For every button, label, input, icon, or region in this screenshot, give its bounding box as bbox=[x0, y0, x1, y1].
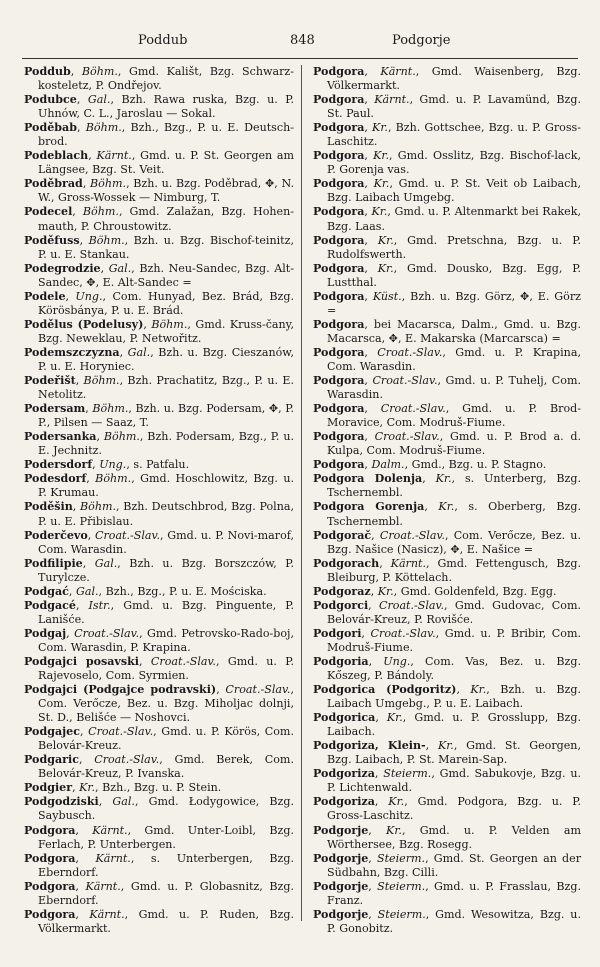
entry-headword: Podgora bbox=[313, 149, 365, 163]
entry-headword: Podgorach bbox=[313, 556, 380, 570]
entry-headword: Podgora bbox=[24, 823, 76, 837]
entry-details: Bzh. u. Bzg. Borszczów, P. Turylcze. bbox=[38, 556, 294, 584]
entry-headword: Podgać bbox=[24, 584, 69, 598]
gazetteer-entry: Podgaric, Croat.-Slav., Gmd. Berek, Com. Belovár-Kreuz, P. Ivanska. bbox=[24, 753, 294, 781]
gazetteer-entry: Podgoraz, Kr., Gmd. Goldenfeld, Bzg. Egg. bbox=[313, 584, 557, 598]
gazetteer-entry: Podgora, Kärnt., Gmd. u. P. Globasnitz, Bzg. Eberndorf. bbox=[24, 879, 294, 907]
gazetteer-entry: Podersdorf, Ung., s. Patfalu. bbox=[24, 458, 190, 472]
entry-region: Kärnt. bbox=[92, 823, 128, 837]
entry-details: Gmd. u. P. Ruden, Bzg. Völkermarkt. bbox=[38, 907, 294, 935]
entry-details: s. Unterbergen, Bzg. Eberndorf. bbox=[38, 851, 295, 879]
entry-headword: Podele bbox=[24, 289, 66, 303]
entry-region: Gal. bbox=[75, 584, 99, 598]
entry-details: Bzh., Bzg., P. u. E. Deutsch-brod. bbox=[38, 121, 294, 149]
entry-headword: Podgora bbox=[313, 65, 365, 78]
entry-headword: Podgorje bbox=[313, 851, 369, 865]
entry-region: Gal. bbox=[94, 556, 118, 570]
entry-headword: Podeblach bbox=[24, 149, 89, 163]
gazetteer-entry: Podělus (Podelusy), Böhm., Gmd. Kruss-čany, Bzg. Neweklau, P. Netwořitz. bbox=[24, 317, 294, 345]
entry-region: Kärnt. bbox=[95, 851, 131, 865]
entry-region: Croat.-Slav. bbox=[94, 753, 160, 767]
gazetteer-entry: Podgoriza, Klein-, Kr., Gmd. St. Georgen, Bzg. Laibach, P. St. Marein-Sap. bbox=[313, 739, 581, 767]
entry-region: Böhm. bbox=[88, 233, 125, 247]
entry-region: Gal. bbox=[112, 795, 135, 809]
entry-headword: Podgora bbox=[313, 289, 365, 303]
entry-headword: Podecel bbox=[24, 205, 73, 219]
entry-details: Bzh., Bzg., P. u. E. Mościska. bbox=[105, 584, 267, 598]
entry-headword: Podgora bbox=[313, 430, 365, 444]
gazetteer-entry: Podgora Gorenja, Kr., s. Oberberg, Bzg. Tschernembl. bbox=[313, 500, 581, 528]
entry-region: Kr. bbox=[386, 711, 403, 725]
entry-headword: Poděbrad bbox=[24, 177, 83, 191]
entry-details: Gmd. Podgora, Bzg. u. P. Gross-Laschitz. bbox=[327, 795, 581, 823]
gazetteer-entry: Poderčevo, Croat.-Slav., Gmd. u. P. Novi-marof, Com. Warasdin. bbox=[24, 528, 294, 556]
gazetteer-entry: Podgier, Kr., Bzh., Bzg. u. P. Stein. bbox=[24, 781, 222, 795]
gazetteer-entry: Podgora, Croat.-Slav., Gmd. u. P. Brod a. d. Kulpa, Com. Modruš-Fiume. bbox=[313, 430, 581, 458]
entry-region: Croat.-Slav. bbox=[150, 654, 216, 668]
entry-headword: Podělus (Podelusy) bbox=[24, 317, 144, 331]
gazetteer-entry: Podgorje, Steierm., Gmd. u. P. Frasslau, Bzg. Franz. bbox=[313, 879, 581, 907]
gazetteer-entry: Podemszczyzna, Gal., Bzh. u. Bzg. Cieszanów, P. u. E. Horyniec. bbox=[24, 345, 294, 373]
entry-region: Croat.-Slav. bbox=[88, 725, 154, 739]
entry-region: Croat.-Slav. bbox=[372, 374, 438, 388]
gazetteer-entry: Poddub, Böhm., Gmd. Kališt, Bzg. Schwarz-kosteletz, P. Ondřejov. bbox=[24, 65, 294, 93]
gazetteer-entry: Podgora, bei Macarsca, Dalm., Gmd. u. Bzg. Macarsca, ✥, E. Makarska (Marcarsca) = bbox=[313, 317, 581, 345]
gazetteer-entry: Podgora, Kr., Gmd. u. P. St. Veit ob Laibach, Bzg. Laibach Umgebg. bbox=[313, 177, 581, 205]
entry-details: Gmd. Sabukovje, Bzg. u. P. Lichtenwald. bbox=[327, 767, 581, 795]
entry-headword: Podgorje bbox=[313, 907, 369, 921]
entry-details: Gmd. Łodygowice, Bzg. Saybusch. bbox=[38, 795, 294, 823]
entry-details: Bzh. u. Bzg. Laibach Umgebg., P. u. E. Laibach. bbox=[327, 683, 581, 711]
entry-region: Ung. bbox=[75, 289, 103, 303]
gazetteer-entry: Podgorach, Kärnt., Gmd. Fettengusch, Bzg. Bleiburg, P. Köttelach. bbox=[313, 556, 581, 584]
gazetteer-entry: Podgora, Kärnt., Gmd. u. P. Ruden, Bzg. Völkermarkt. bbox=[24, 907, 294, 935]
entry-headword: Podgoriza, Klein- bbox=[313, 739, 426, 753]
entry-region: Gal. bbox=[127, 345, 151, 359]
entry-region: Böhm. bbox=[92, 402, 129, 416]
column-divider bbox=[301, 65, 302, 921]
gazetteer-entry: Poděbab, Böhm., Bzh., Bzg., P. u. E. Deutsch-brod. bbox=[24, 121, 294, 149]
gazetteer-entry: Podgora, Kr., Gmd. Dousko, Bzg. Egg, P. Lustthal. bbox=[313, 261, 581, 289]
entry-details: Gmd. Petrovsko-Rado-boj, Com. Warasdin, P. Krapina. bbox=[38, 626, 294, 654]
entry-region: Kärnt. bbox=[380, 65, 416, 78]
gazetteer-entry: Poděšin, Böhm., Bzh. Deutschbrod, Bzg. Polna, P. u. E. Přibislau. bbox=[24, 500, 294, 528]
entry-region: Böhm. bbox=[81, 65, 118, 78]
entry-details: Gmd. Goldenfeld, Bzg. Egg. bbox=[400, 584, 557, 598]
left-column bbox=[24, 65, 294, 936]
entry-region: Kr. bbox=[438, 500, 455, 514]
gazetteer-entry: Podgora Dolenja, Kr., s. Unterberg, Bzg. Tschernembl. bbox=[313, 472, 581, 500]
gazetteer-entry: Podeblach, Kärnt., Gmd. u. P. St. Georgen am Längsee, Bzg. St. Veit. bbox=[24, 149, 295, 177]
gazetteer-entry: Podgora, Kr., Bzh. Gottschee, Bzg. u. P. Gross-Laschitz. bbox=[313, 121, 581, 149]
gazetteer-entry: Podgora, Kärnt., Gmd. Waisenberg, Bzg. Völkermarkt. bbox=[313, 65, 581, 93]
entry-region: Böhm. bbox=[103, 430, 140, 444]
entry-region: Böhm. bbox=[95, 472, 132, 486]
entry-details: Com. Verőcze, Bez. u. Bzg. Miholjac dolnji, St. D., Belišće — Noshovci. bbox=[38, 697, 294, 725]
gazetteer-entry: Podegrodzie, Gal., Bzh. Neu-Sandec, Bzg. Alt-Sandec, ✥, E. Alt-Sandec = bbox=[24, 261, 294, 289]
entry-details: Bzh. u. Bzg. Poděbrad, ✥, N. W., Gross-Wossek — Nimburg, T. bbox=[38, 177, 295, 205]
entry-region: Kärnt. bbox=[374, 93, 410, 107]
gazetteer-entry: Poděfuss, Böhm., Bzh. u. Bzg. Bischof-teinitz, P. u. E. Stankau. bbox=[24, 233, 294, 261]
entry-region: Croat.-Slav. bbox=[379, 528, 445, 542]
entry-details: Com. Vas, Bez. u. Bzg. Kőszeg, P. Bándoly. bbox=[327, 654, 581, 683]
entry-details: Gmd. Waisenberg, Bzg. Völkermarkt. bbox=[327, 65, 581, 93]
gazetteer-entry: Podgacé, Istr., Gmd. u. Bzg. Pinguente, P. Lanišće. bbox=[24, 598, 294, 626]
entry-region: Steierm. bbox=[376, 851, 426, 865]
entry-details: Gmd. Berek, Com. Belovár-Kreuz, P. Ivanska. bbox=[38, 753, 294, 781]
entry-region: Böhm. bbox=[83, 374, 120, 388]
entry-region: Kr. bbox=[470, 683, 487, 697]
entry-region: Ung. bbox=[99, 458, 127, 472]
gazetteer-entry: Podgora, Küst., Bzh. u. Bzg. Görz, ✥, E. Görz = bbox=[313, 289, 581, 317]
entry-headword: Podgorje bbox=[313, 823, 369, 837]
entry-details: Gmd. St. Georgen, Bzg. Laibach, P. St. Marein-Sap. bbox=[327, 739, 581, 767]
gazetteer-entry: Podgorje, Steierm., Gmd. Wesowitza, Bzg. u. P. Gonobitz. bbox=[313, 907, 581, 935]
gazetteer-entry: Podgora, Croat.-Slav., Gmd. u. P. Krapina, Com. Warasdin. bbox=[313, 345, 581, 373]
entry-details: Bzh. Gottschee, Bzg. u. P. Gross-Laschitz. bbox=[327, 121, 581, 149]
entry-region: Steierm. bbox=[377, 879, 426, 893]
entry-region: Küst. bbox=[372, 289, 402, 303]
entry-region: Böhm. bbox=[82, 205, 119, 219]
gazetteer-entry: Podgora, Kr., Gmd. Osslitz, Bzg. Bischof-lack, P. Gorenja vas. bbox=[313, 149, 581, 177]
entry-region: Steierm. bbox=[377, 907, 426, 921]
entry-headword: Podgora bbox=[313, 205, 365, 219]
entry-headword: Podgoriza bbox=[313, 795, 375, 809]
entry-details: Gmd. Zalažan, Bzg. Hohen-mauth, P. Chroustowitz. bbox=[38, 205, 294, 233]
entry-headword: Podgora bbox=[313, 93, 365, 107]
entry-headword: Podgora bbox=[24, 851, 76, 865]
entry-details: Bzh. u. Bzg. Bischof-teinitz, P. u. E. Stankau. bbox=[38, 233, 294, 261]
header-right-word: Podgorje bbox=[392, 33, 451, 48]
gazetteer-entry: Podgorje, Kr., Gmd. u. P. Velden am Wörthersee, Bzg. Rosegg. bbox=[313, 823, 581, 851]
entry-region: Gal. bbox=[87, 93, 111, 107]
gazetteer-entry: Podubce, Gal., Bzh. Rawa ruska, Bzg. u. P. Uhnów, C. L., Jaroslau — Sokal. bbox=[24, 93, 294, 121]
entry-region: Croat.-Slav. bbox=[370, 626, 436, 640]
entry-region: Böhm. bbox=[85, 121, 122, 135]
entry-headword: Podeřišt bbox=[24, 374, 76, 388]
entry-region: Croat.-Slav. bbox=[378, 598, 445, 612]
entry-headword: Podgora bbox=[313, 458, 365, 472]
entry-region: Kr. bbox=[372, 121, 388, 135]
entry-details: Gmd. Fettengusch, Bzg. Bleiburg, P. Köttelach. bbox=[327, 556, 581, 584]
entry-region: Croat.-Slav. bbox=[377, 345, 443, 359]
entry-details: Bzh. Rawa ruska, Bzg. u. P. Uhnów, C. L., Jaroslau — Sokal. bbox=[38, 93, 294, 121]
entry-headword: Podgora Gorenja bbox=[313, 500, 425, 514]
entry-details: Gmd. Dousko, Bzg. Egg, P. Lustthal. bbox=[327, 261, 581, 289]
entry-region: Böhm. bbox=[80, 500, 117, 514]
entry-headword: Podgora bbox=[313, 261, 365, 275]
entry-headword: Podubce bbox=[24, 93, 77, 107]
entry-details: Gmd. Pretschna, Bzg. u. P. Rudolfswerth. bbox=[327, 233, 581, 261]
entry-headword: Podegrodzie bbox=[24, 261, 101, 275]
gazetteer-entry: Podgora, Croat.-Slav., Gmd. u. P. Tuhelj, Com. Warasdin. bbox=[313, 374, 581, 402]
entry-details: Gmd. Kališt, Bzg. Schwarz-kosteletz, P. Ondřejov. bbox=[38, 65, 294, 93]
gazetteer-entry: Podersam, Böhm., Bzh. u. Bzg. Podersam, ✥, P. P., Pilsen — Saaz, T. bbox=[24, 402, 294, 430]
entry-headword: Poděšin bbox=[24, 500, 73, 514]
gazetteer-entry: Podgodziski, Gal., Gmd. Łodygowice, Bzg. Saybusch. bbox=[24, 795, 294, 823]
entry-headword: Podersanka bbox=[24, 430, 97, 444]
entry-region: Kr. bbox=[371, 205, 388, 219]
gazetteer-entry: Podgajci posavski, Croat.-Slav., Gmd. u. P. Rajevoselo, Com. Syrmien. bbox=[24, 654, 294, 683]
entry-region: Kärnt. bbox=[96, 149, 132, 163]
entry-headword: Podgorač bbox=[313, 528, 372, 542]
entry-headword: Podgajci (Podgajce podravski) bbox=[24, 683, 217, 697]
entry-headword: Podgaric bbox=[24, 753, 79, 767]
entry-headword: Podesdorf bbox=[24, 472, 87, 486]
entry-details: Gmd. u. Bzg. Pinguente, P. Lanišće. bbox=[38, 598, 294, 626]
entry-headword: Podgora bbox=[313, 317, 365, 331]
gazetteer-entry: Podersanka, Böhm., Bzh. Podersam, Bzg., P. u. E. Jechnitz. bbox=[24, 430, 294, 458]
page-number: 848 bbox=[290, 33, 315, 48]
entry-region: Kr. bbox=[437, 739, 454, 753]
entry-details: s. Unterberg, Bzg. Tschernembl. bbox=[327, 472, 581, 500]
entry-headword: Poděbab bbox=[24, 121, 77, 135]
entry-details: Com. Verőcze, Bez. u. Bzg. Našice (Nasicz), ✥, E. Našice = bbox=[327, 528, 581, 556]
entry-region: Kr. bbox=[386, 823, 402, 837]
gazetteer-entry: Podgora, Kärnt., Gmd. u. P. Lavamünd, Bzg. St. Paul. bbox=[313, 93, 581, 121]
entry-region: Dalm. bbox=[371, 458, 405, 472]
entry-region: Kr. bbox=[377, 261, 394, 275]
entry-details: Com. Hunyad, Bez. Brád, Bzg. Körösbánya, P. u. E. Brád. bbox=[38, 289, 294, 317]
entry-details: Bzh. u. Bzg. Görz, ✥, E. Görz = bbox=[327, 289, 581, 317]
entry-headword: Poděfuss bbox=[24, 233, 80, 247]
entry-details: Gmd. u. P. Tuhelj, Com. Warasdin. bbox=[327, 374, 581, 402]
entry-headword: Podgora bbox=[24, 907, 76, 921]
entry-headword: Podgoriza bbox=[313, 767, 375, 781]
entry-headword: Podgaj bbox=[24, 626, 67, 640]
entry-details: Gmd. u. P. St. Georgen am Längsee, Bzg. St. Veit. bbox=[38, 149, 295, 177]
entry-region: Croat.-Slav. bbox=[225, 683, 291, 697]
entry-details: Gmd. u. P. St. Veit ob Laibach, Bzg. Laibach Umgebg. bbox=[327, 177, 581, 205]
entry-headword: Podgoria bbox=[313, 654, 369, 668]
entry-region: Kr. bbox=[377, 233, 394, 247]
entry-region: Kr. bbox=[373, 149, 390, 163]
entry-details: s. Oberberg, Bzg. Tschernembl. bbox=[327, 500, 581, 528]
gazetteer-entry: Podgajec, Croat.-Slav., Gmd. u. P. Körös, Com. Belovár-Kreuz. bbox=[24, 725, 294, 753]
entry-details: Gmd. St. Georgen an der Südbahn, Bzg. Cilli. bbox=[327, 851, 581, 879]
entry-details: Bzh. Neu-Sandec, Bzg. Alt-Sandec, ✥, E. Alt-Sandec = bbox=[38, 261, 294, 289]
entry-headword: Podgora bbox=[313, 177, 365, 191]
entry-region: Croat.-Slav. bbox=[380, 402, 446, 416]
entry-headword: Podgorica bbox=[313, 711, 376, 725]
entry-details: Bzh. Prachatitz, Bzg., P. u. E. Netolitz. bbox=[38, 374, 294, 402]
entry-details: Gmd. u. P. Rajevoselo, Com. Syrmien. bbox=[38, 654, 294, 683]
entry-details: Bzh. Deutschbrod, Bzg. Polna, P. u. E. Přibislau. bbox=[38, 500, 294, 528]
entry-region: Kärnt. bbox=[89, 907, 125, 921]
entry-headword: Podgora bbox=[313, 233, 365, 247]
gazetteer-entry: Podgaj, Croat.-Slav., Gmd. Petrovsko-Rado-boj, Com. Warasdin, P. Krapina. bbox=[24, 626, 294, 654]
entry-region: Kr. bbox=[373, 177, 390, 191]
entry-details: Gmd. u. P. Bribir, Com. Modruš-Fiume. bbox=[327, 626, 581, 654]
gazetteer-entry: Podgori, Croat.-Slav., Gmd. u. P. Bribir, Com. Modruš-Fiume. bbox=[313, 626, 581, 654]
entry-details: Gmd. Unter-Loibl, Bzg. Ferlach, P. Unterbergen. bbox=[38, 823, 295, 851]
entry-headword: Podersdorf bbox=[24, 458, 93, 472]
entry-details: s. Patfalu. bbox=[133, 458, 190, 472]
entry-details: Gmd. u. P. Frasslau, Bzg. Franz. bbox=[327, 879, 581, 907]
entry-details: Bzh. u. Bzg. Podersam, ✥, P. P., Pilsen — Saaz, T. bbox=[38, 402, 294, 430]
entry-region: Ung. bbox=[383, 654, 411, 668]
entry-details: Gmd. u. P. Novi-marof, Com. Warasdin. bbox=[38, 528, 294, 556]
entry-headword: Podgora bbox=[24, 879, 76, 893]
gazetteer-entry: Podgać, Gal., Bzh., Bzg., P. u. E. Mościska. bbox=[24, 584, 267, 598]
gazetteer-entry: Podesdorf, Böhm., Gmd. Hoschlowitz, Bzg. u. P. Krumau. bbox=[24, 472, 294, 500]
entry-headword: Podgora bbox=[313, 374, 365, 388]
gazetteer-entry: Podgora, Kärnt., Gmd. Unter-Loibl, Bzg. Ferlach, P. Unterbergen. bbox=[24, 823, 295, 851]
gazetteer-entry: Podgora, Dalm., Gmd., Bzg. u. P. Stagno. bbox=[313, 458, 547, 472]
gazetteer-entry: Podgora, Kr., Gmd. Pretschna, Bzg. u. P. Rudolfswerth. bbox=[313, 233, 581, 261]
entry-region: Kr. bbox=[79, 781, 96, 795]
gazetteer-entry: Podgorač, Croat.-Slav., Com. Verőcze, Bez. u. Bzg. Našice (Nasicz), ✥, E. Našice = bbox=[313, 528, 581, 556]
entry-details: Gmd. Hoschlowitz, Bzg. u. P. Krumau. bbox=[38, 472, 294, 500]
right-column bbox=[313, 65, 581, 936]
gazetteer-entry: Poděbrad, Böhm., Bzh. u. Bzg. Poděbrad, ✥, N. W., Gross-Wossek — Nimburg, T. bbox=[24, 177, 295, 205]
entry-details: Gmd. u. P. Krapina, Com. Warasdin. bbox=[327, 345, 581, 373]
gazetteer-entry: Podeřišt, Böhm., Bzh. Prachatitz, Bzg., P. u. E. Netolitz. bbox=[24, 374, 294, 402]
entry-headword: Podersam bbox=[24, 402, 86, 416]
entry-headword: Podgorje bbox=[313, 879, 369, 893]
gazetteer-entry: Podgorci, Croat.-Slav., Gmd. Gudovac, Com. Belovár-Kreuz, P. Rovišće. bbox=[313, 598, 581, 626]
entry-headword: Podfilipie bbox=[24, 556, 83, 570]
gazetteer-entry: Podgoriza, Steierm., Gmd. Sabukovje, Bzg. u. P. Lichtenwald. bbox=[313, 767, 581, 795]
entry-details: Gmd. Osslitz, Bzg. Bischof-lack, P. Gorenja vas. bbox=[327, 149, 581, 177]
gazetteer-entry: Podfilipie, Gal., Bzh. u. Bzg. Borszczów, P. Turylcze. bbox=[24, 556, 294, 584]
gazetteer-entry: Podgoriza, Kr., Gmd. Podgora, Bzg. u. P. Gross-Laschitz. bbox=[313, 795, 581, 823]
entry-headword: Poderčevo bbox=[24, 528, 88, 542]
entry-region: Croat.-Slav. bbox=[374, 430, 440, 444]
entry-details: Gmd. u. P. Brod a. d. Kulpa, Com. Modruš-Fiume. bbox=[327, 430, 581, 458]
gazetteer-entry: Podgajci (Podgajce podravski), Croat.-Slav., Com. Verőcze, Bez. u. Bzg. Miholjac dolnji, St. D., Belišće — Noshovci. bbox=[24, 683, 294, 725]
entry-details: Bzh. u. Bzg. Cieszanów, P. u. E. Horyniec. bbox=[38, 345, 294, 373]
gazetteer-entry: Podgora, Croat.-Slav., Gmd. u. P. Brod-Moravice, Com. Modruš-Fiume. bbox=[313, 402, 581, 430]
entry-region: Istr. bbox=[88, 598, 111, 612]
entry-headword: Podgajec bbox=[24, 725, 80, 739]
entry-headword: Podgorci bbox=[313, 598, 369, 612]
gazetteer-entry: Podele, Ung., Com. Hunyad, Bez. Brád, Bzg. Körösbánya, P. u. E. Brád. bbox=[24, 289, 294, 317]
header-rule bbox=[22, 58, 578, 59]
entry-region: Kärnt. bbox=[390, 556, 426, 570]
entry-region: Kr. bbox=[435, 472, 452, 486]
entry-region: Gal. bbox=[108, 261, 132, 275]
entry-region: Croat.-Slav. bbox=[74, 626, 140, 640]
entry-headword: Podemszczyzna bbox=[24, 345, 120, 359]
entry-headword: Poddub bbox=[24, 65, 71, 78]
entry-headword: Podgoraz bbox=[313, 584, 371, 598]
entry-details: Gmd. Kruss-čany, Bzg. Neweklau, P. Netwořitz. bbox=[38, 317, 294, 345]
entry-region: Kr. bbox=[388, 795, 405, 809]
entry-details: Gmd. u. P. Altenmarkt bei Rakek, Bzg. Laas. bbox=[327, 205, 582, 233]
gazetteer-entry: Podecel, Böhm., Gmd. Zalažan, Bzg. Hohen-mauth, P. Chroustowitz. bbox=[24, 205, 294, 233]
entry-region: Croat.-Slav. bbox=[94, 528, 161, 542]
entry-headword: Podgori bbox=[313, 626, 362, 640]
entry-details: Gmd. u. P. Globasnitz, Bzg. Eberndorf. bbox=[38, 879, 294, 907]
entry-headword: Podgora bbox=[313, 121, 365, 135]
entry-headword: Podgacé bbox=[24, 598, 76, 612]
entry-details: Bzh. Podersam, Bzg., P. u. E. Jechnitz. bbox=[38, 430, 294, 458]
gazetteer-entry: Podgorje, Steierm., Gmd. St. Georgen an der Südbahn, Bzg. Cilli. bbox=[313, 851, 581, 879]
entry-headword: Podgora bbox=[313, 402, 365, 416]
gazetteer-entry: Podgora, Kärnt., s. Unterbergen, Bzg. Eberndorf. bbox=[24, 851, 295, 879]
entry-details: Gmd. Gudovac, Com. Belovár-Kreuz, P. Rovišće. bbox=[327, 598, 581, 626]
entry-headword: Podgorica (Podgoritz) bbox=[313, 683, 457, 697]
entry-region: Böhm. bbox=[90, 177, 127, 191]
entry-details: Gmd. u. P. Lavamünd, Bzg. St. Paul. bbox=[327, 93, 581, 121]
entry-headword: Podgajci posavski bbox=[24, 654, 140, 668]
entry-region: Kärnt. bbox=[85, 879, 121, 893]
gazetteer-entry: Podgorica, Kr., Gmd. u. P. Grosslupp, Bzg. Laibach. bbox=[313, 711, 581, 739]
entry-details: bei Macarsca, Dalm., Gmd. u. Bzg. Macarsca, ✥, E. Makarska (Marcarsca) = bbox=[327, 317, 581, 345]
entry-headword: Podgora bbox=[313, 345, 365, 359]
entry-region: Steierm. bbox=[383, 767, 432, 781]
gazetteer-entry: Podgoria, Ung., Com. Vas, Bez. u. Bzg. Kőszeg, P. Bándoly. bbox=[313, 654, 581, 683]
entry-details: Gmd. Wesowitza, Bzg. u. P. Gonobitz. bbox=[327, 907, 581, 935]
gazetteer-entry: Podgora, Kr., Gmd. u. P. Altenmarkt bei Rakek, Bzg. Laas. bbox=[313, 205, 582, 233]
entry-region: Böhm. bbox=[151, 317, 188, 331]
entry-headword: Podgora Dolenja bbox=[313, 472, 423, 486]
entry-region: Kr. bbox=[377, 584, 394, 598]
entry-details: Gmd. u. P. Brod-Moravice, Com. Modruš-Fiume. bbox=[327, 402, 581, 430]
entry-headword: Podgodziski bbox=[24, 795, 99, 809]
running-header bbox=[20, 33, 582, 53]
entry-details: Gmd. u. P. Velden am Wörthersee, Bzg. Rosegg. bbox=[327, 823, 581, 851]
entry-headword: Podgier bbox=[24, 781, 73, 795]
entry-details: Gmd., Bzg. u. P. Stagno. bbox=[411, 458, 547, 472]
header-left-word: Poddub bbox=[138, 33, 188, 48]
entry-details: Gmd. u. P. Grosslupp, Bzg. Laibach. bbox=[327, 711, 581, 739]
gazetteer-entry: Podgorica (Podgoritz), Kr., Bzh. u. Bzg. Laibach Umgebg., P. u. E. Laibach. bbox=[313, 683, 581, 711]
entry-details: Bzh., Bzg. u. P. Stein. bbox=[102, 781, 222, 795]
entry-details: Gmd. u. P. Körös, Com. Belovár-Kreuz. bbox=[38, 725, 294, 753]
